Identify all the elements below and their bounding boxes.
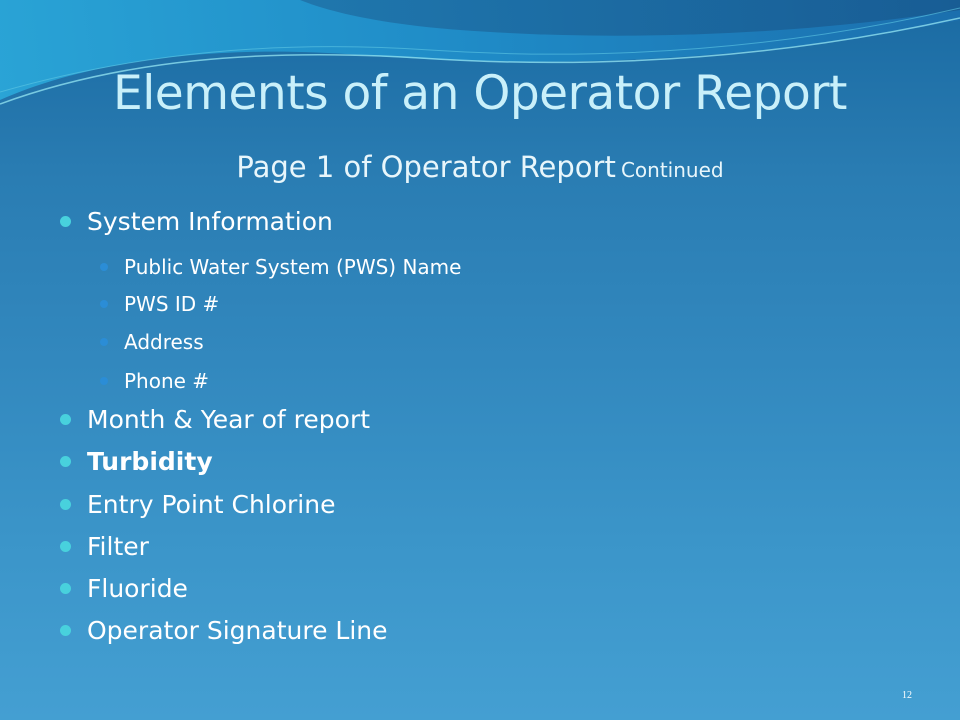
list-item: Public Water System (PWS) Name	[100, 255, 461, 279]
bullet-icon	[60, 456, 71, 467]
list-item: PWS ID #	[100, 292, 219, 316]
list-item: Operator Signature Line	[60, 616, 388, 645]
list-item: Entry Point Chlorine	[60, 490, 335, 519]
subtitle-main: Page 1 of Operator Report	[236, 150, 616, 184]
list-item: System Information	[60, 207, 333, 236]
bullet-icon	[100, 377, 108, 385]
bullet-icon	[60, 625, 71, 636]
bullet-icon	[60, 414, 71, 425]
subtitle-continued: Continued	[620, 158, 724, 182]
bullet-icon	[60, 583, 71, 594]
bullet-icon	[60, 216, 71, 227]
list-item: Turbidity	[60, 447, 213, 476]
list-item: Address	[100, 330, 204, 354]
bullet-icon	[100, 300, 108, 308]
bullet-icon	[100, 338, 108, 346]
bullet-icon	[100, 263, 108, 271]
list-item: Phone #	[100, 369, 209, 393]
bullet-icon	[60, 499, 71, 510]
page-number: 12	[902, 690, 912, 701]
list-item: Month & Year of report	[60, 405, 370, 434]
list-item: Filter	[60, 532, 149, 561]
slide-title: Elements of an Operator Report	[113, 66, 847, 121]
bullet-icon	[60, 541, 71, 552]
list-item: Fluoride	[60, 574, 188, 603]
slide-subtitle	[0, 150, 960, 184]
